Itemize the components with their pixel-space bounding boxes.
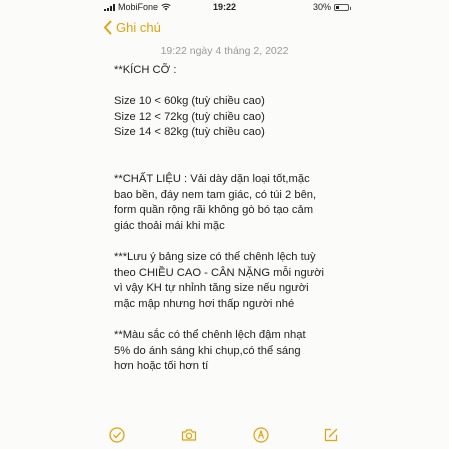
note-timestamp: 19:22 ngày 4 tháng 2, 2022 xyxy=(160,45,289,57)
note-line: **KÍCH CỠ : xyxy=(114,64,177,76)
note-blank-line xyxy=(114,79,374,95)
camera-button[interactable] xyxy=(180,426,198,444)
note-line: ***Lưu ý bảng size có thể chênh lệch tuỳ xyxy=(114,251,316,264)
note-line: **Màu sắc có thể chênh lệch đậm nhạt xyxy=(114,329,306,342)
bottom-toolbar xyxy=(0,426,449,444)
back-label: Ghi chú xyxy=(116,20,161,35)
battery-icon xyxy=(334,4,349,11)
note-line: giác thoải mái khi mặc xyxy=(114,219,225,232)
checklist-button[interactable] xyxy=(108,426,126,444)
compose-icon xyxy=(323,427,339,443)
note-line: Size 14 < 82kg (tuỳ chiều cao) xyxy=(114,126,265,139)
carrier-name: MobiFone xyxy=(118,2,159,12)
chevron-left-icon xyxy=(103,20,112,35)
note-blank-line xyxy=(114,313,374,329)
markup-icon xyxy=(253,427,269,443)
note-line: form quần rộng rãi không gò bó tạo cảm xyxy=(114,204,314,217)
note-line: **CHẤT LIỆU : Vải dày dặn loại tốt,mặc xyxy=(114,173,310,186)
status-time: 19:22 xyxy=(212,2,237,12)
note-line: mặc mập nhưng hơi thấp người nhé xyxy=(114,297,295,310)
status-bar xyxy=(0,0,449,16)
note-line: 5% do ánh sáng khi chụp,có thể sáng xyxy=(114,344,301,357)
note-line: hơn hoặc tối hơn tí xyxy=(114,360,209,373)
note-line: bao bền, đáy nem tam giác, có túi 2 bên, xyxy=(114,188,317,201)
note-blank-line xyxy=(114,141,374,157)
battery-percent: 30% xyxy=(312,2,331,12)
compose-button[interactable] xyxy=(322,426,340,444)
note-body[interactable] xyxy=(114,63,374,375)
note-line: Size 10 < 60kg (tuỳ chiều cao) xyxy=(114,95,265,108)
note-line: Size 12 < 72kg (tuỳ chiều cao) xyxy=(114,110,265,123)
note-blank-line xyxy=(114,157,374,173)
back-button[interactable] xyxy=(103,20,161,35)
note-line: vì vậy KH tự nhỉnh tăng size nếu người xyxy=(114,282,309,295)
note-blank-line xyxy=(114,235,374,251)
markup-button[interactable] xyxy=(252,426,270,444)
checklist-icon xyxy=(109,427,125,443)
note-line: theo CHIỀU CAO - CÂN NẶNG mỗi người xyxy=(114,266,325,279)
battery-group xyxy=(313,2,349,12)
camera-icon xyxy=(181,427,197,443)
battery-fill xyxy=(336,6,339,9)
